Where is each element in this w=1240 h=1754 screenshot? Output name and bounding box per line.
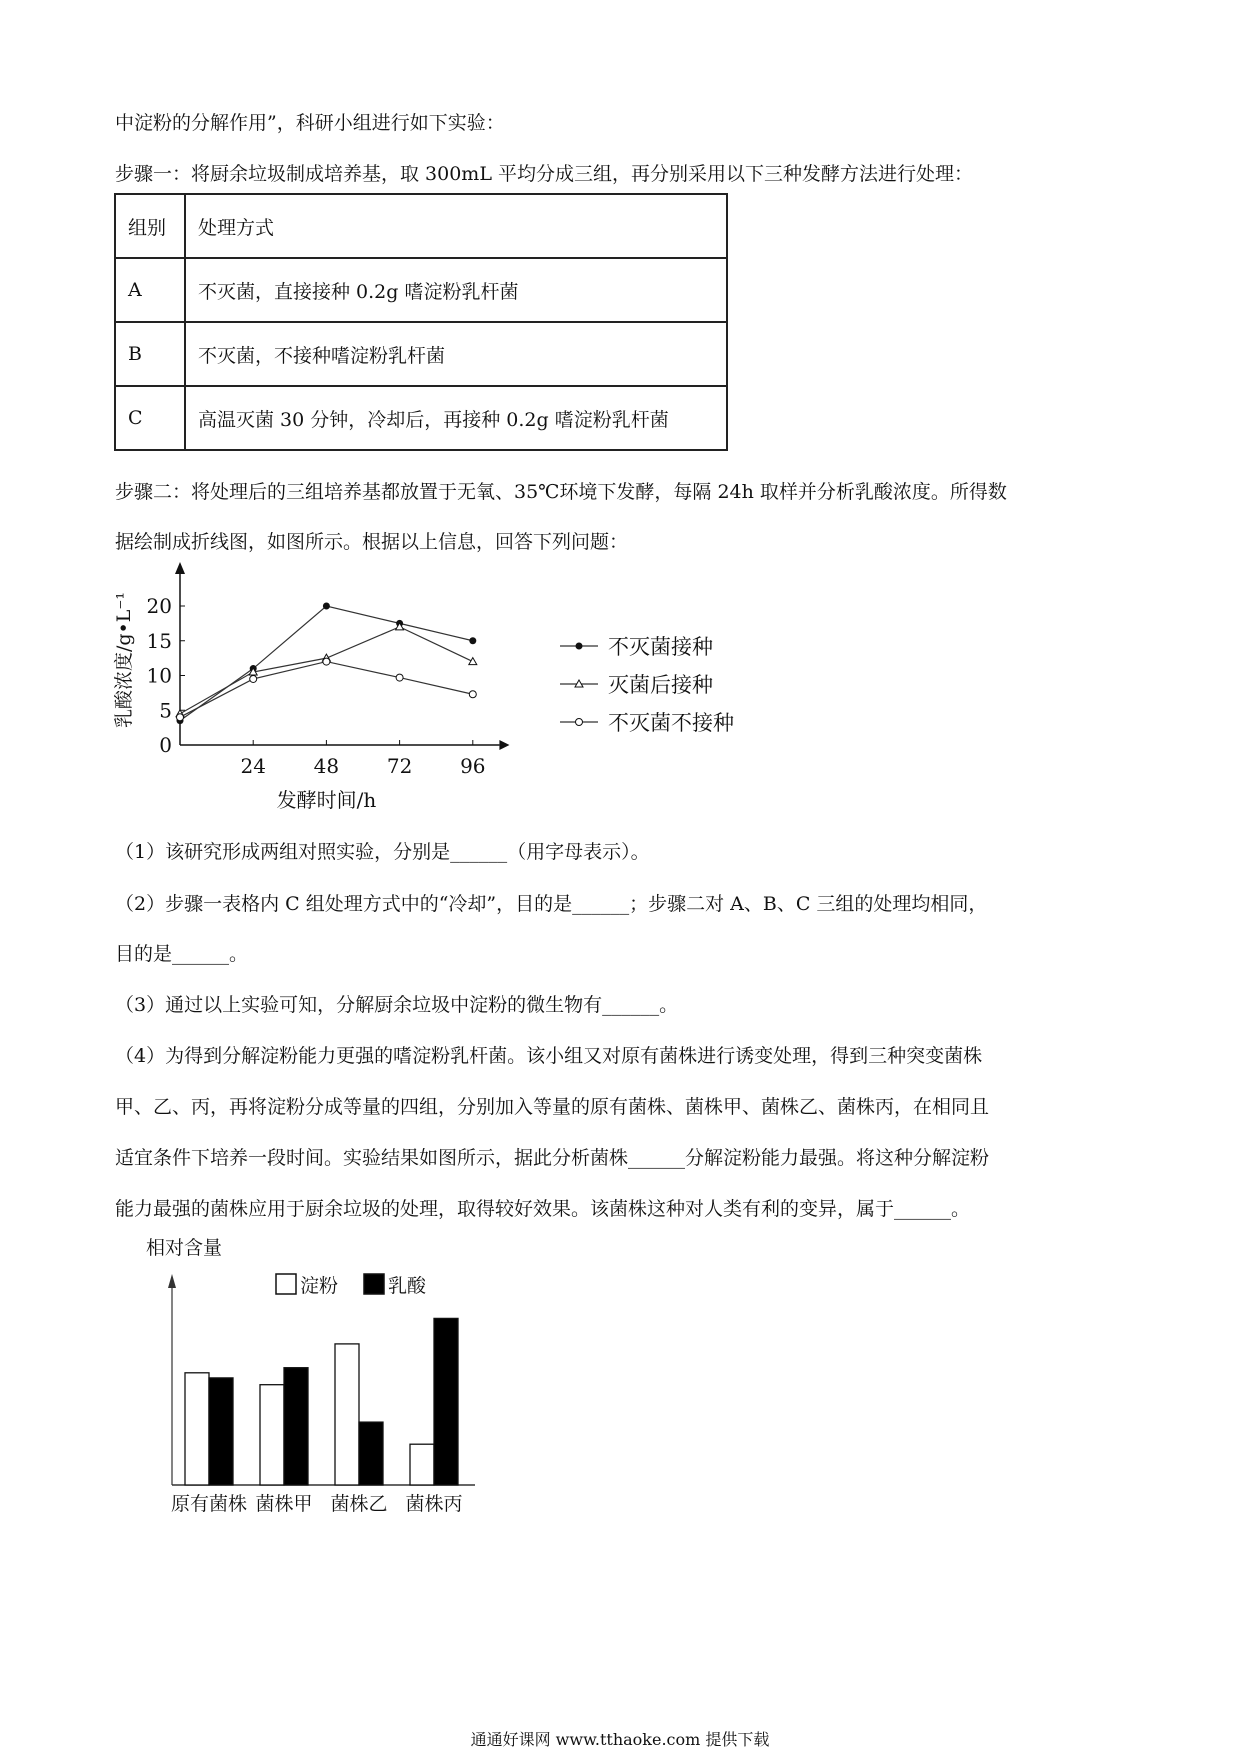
data-point bbox=[469, 658, 477, 665]
row-method: 不灭菌，不接种嗜淀粉乳杆菌 bbox=[185, 322, 727, 386]
bar-lactic bbox=[359, 1422, 383, 1485]
question-4-line1: （4）为得到分解淀粉能力更强的嗜淀粉乳杆菌。该小组又对原有菌株进行诱变处理，得到三种突变菌株 bbox=[115, 1045, 983, 1067]
x-tick-label: 24 bbox=[240, 754, 266, 778]
table-row bbox=[115, 322, 727, 386]
intro-text: 中淀粉的分解作用”，科研小组进行如下实验： bbox=[115, 112, 505, 134]
data-point bbox=[469, 691, 476, 698]
question-3: （3）通过以上实验可知，分解厨余垃圾中淀粉的微生物有______。 bbox=[115, 994, 679, 1016]
y-axis-title: 乳酸浓度/g•L⁻¹ bbox=[113, 591, 135, 729]
y-axis-arrow bbox=[175, 562, 185, 574]
footer-text: 通通好课网 www.tthaoke.com 提供下载 bbox=[470, 1730, 770, 1749]
step1-text: 步骤一：将厨余垃圾制成培养基，取 300mL 平均分成三组，再分别采用以下三种发酵方法进行处理： bbox=[115, 163, 973, 185]
legend-label: 不灭菌不接种 bbox=[608, 711, 734, 735]
bar-lactic bbox=[434, 1318, 458, 1485]
bar-lactic bbox=[284, 1368, 308, 1485]
y-tick-label: 15 bbox=[146, 628, 172, 653]
y-tick-label: 20 bbox=[146, 594, 172, 618]
row-group: A bbox=[115, 258, 185, 322]
legend-label: 不灭菌接种 bbox=[608, 635, 713, 659]
y-tick-label: 10 bbox=[146, 663, 172, 688]
series-line-2 bbox=[180, 627, 473, 714]
question-2-line1: （2）步骤一表格内 C 组处理方式中的“冷却”，目的是______；步骤二对 A、B、C 三组的处理均相同， bbox=[115, 893, 988, 915]
y-tick-label: 0 bbox=[159, 733, 172, 757]
treatment-table bbox=[114, 193, 728, 451]
legend-label: 淀粉 bbox=[300, 1275, 339, 1297]
y-axis-arrow bbox=[168, 1274, 176, 1288]
legend-swatch bbox=[364, 1274, 384, 1294]
lactic-acid-line-chart bbox=[100, 560, 760, 820]
step2-line1: 步骤二：将处理后的三组培养基都放置于无氧、35℃环境下发酵，每隔 24h 取样并分析乳酸浓度。所得数 bbox=[115, 481, 1007, 503]
row-group: B bbox=[115, 322, 185, 386]
x-tick-label: 72 bbox=[386, 754, 413, 778]
bar-starch bbox=[185, 1373, 209, 1485]
y-tick-label: 5 bbox=[159, 698, 172, 723]
header-method: 处理方式 bbox=[185, 194, 727, 258]
data-point bbox=[323, 658, 330, 665]
header-group: 组别 bbox=[115, 194, 185, 258]
bar-lactic bbox=[209, 1378, 233, 1485]
x-tick-label: 48 bbox=[313, 754, 340, 778]
x-tick-label: 菌株丙 bbox=[405, 1493, 463, 1515]
row-method: 高温灭菌 30 分钟，冷却后，再接种 0.2g 嗜淀粉乳杆菌 bbox=[185, 386, 727, 450]
bar-starch bbox=[410, 1444, 434, 1485]
bar-starch bbox=[335, 1344, 359, 1485]
legend-label: 乳酸 bbox=[388, 1275, 427, 1297]
question-4-line2: 甲、乙、丙，再将淀粉分成等量的四组，分别加入等量的原有菌株、菌株甲、菌株乙、菌株丙，在相同且 bbox=[115, 1096, 990, 1118]
legend-marker bbox=[576, 719, 583, 726]
y-axis-title: 相对含量 bbox=[146, 1237, 223, 1259]
question-4-line4: 能力最强的菌株应用于厨余垃圾的处理，取得较好效果。该菌株这种对人类有利的变异，属于______。 bbox=[115, 1198, 971, 1220]
x-tick-label: 菌株乙 bbox=[330, 1493, 388, 1515]
data-point bbox=[469, 637, 476, 644]
data-point bbox=[396, 674, 403, 681]
table-row bbox=[115, 386, 727, 450]
data-point bbox=[177, 714, 184, 721]
legend-swatch bbox=[276, 1274, 296, 1294]
table-header-row bbox=[115, 194, 727, 258]
table-row bbox=[115, 258, 727, 322]
step2-line2: 据绘制成折线图，如图所示。根据以上信息，回答下列问题： bbox=[115, 531, 629, 553]
x-axis-arrow bbox=[499, 740, 509, 750]
strain-bar-chart bbox=[130, 1228, 500, 1518]
legend-marker bbox=[576, 643, 583, 650]
bar-starch bbox=[260, 1385, 284, 1485]
question-1: （1）该研究形成两组对照实验，分别是______（用字母表示）。 bbox=[115, 841, 650, 863]
data-point bbox=[250, 675, 257, 682]
question-4-line3: 适宜条件下培养一段时间。实验结果如图所示，据此分析菌株______分解淀粉能力最强。将这种分解淀粉 bbox=[115, 1147, 990, 1169]
x-axis-title: 发酵时间/h bbox=[276, 788, 377, 812]
x-tick-label: 96 bbox=[460, 754, 486, 778]
legend-label: 灭菌后接种 bbox=[608, 673, 713, 697]
x-tick-label: 菌株甲 bbox=[255, 1493, 313, 1515]
row-method: 不灭菌，直接接种 0.2g 嗜淀粉乳杆菌 bbox=[185, 258, 727, 322]
x-tick-label: 原有菌株 bbox=[170, 1493, 248, 1515]
data-point bbox=[323, 603, 330, 610]
question-2-line2: 目的是______。 bbox=[115, 943, 249, 965]
row-group: C bbox=[115, 386, 185, 450]
